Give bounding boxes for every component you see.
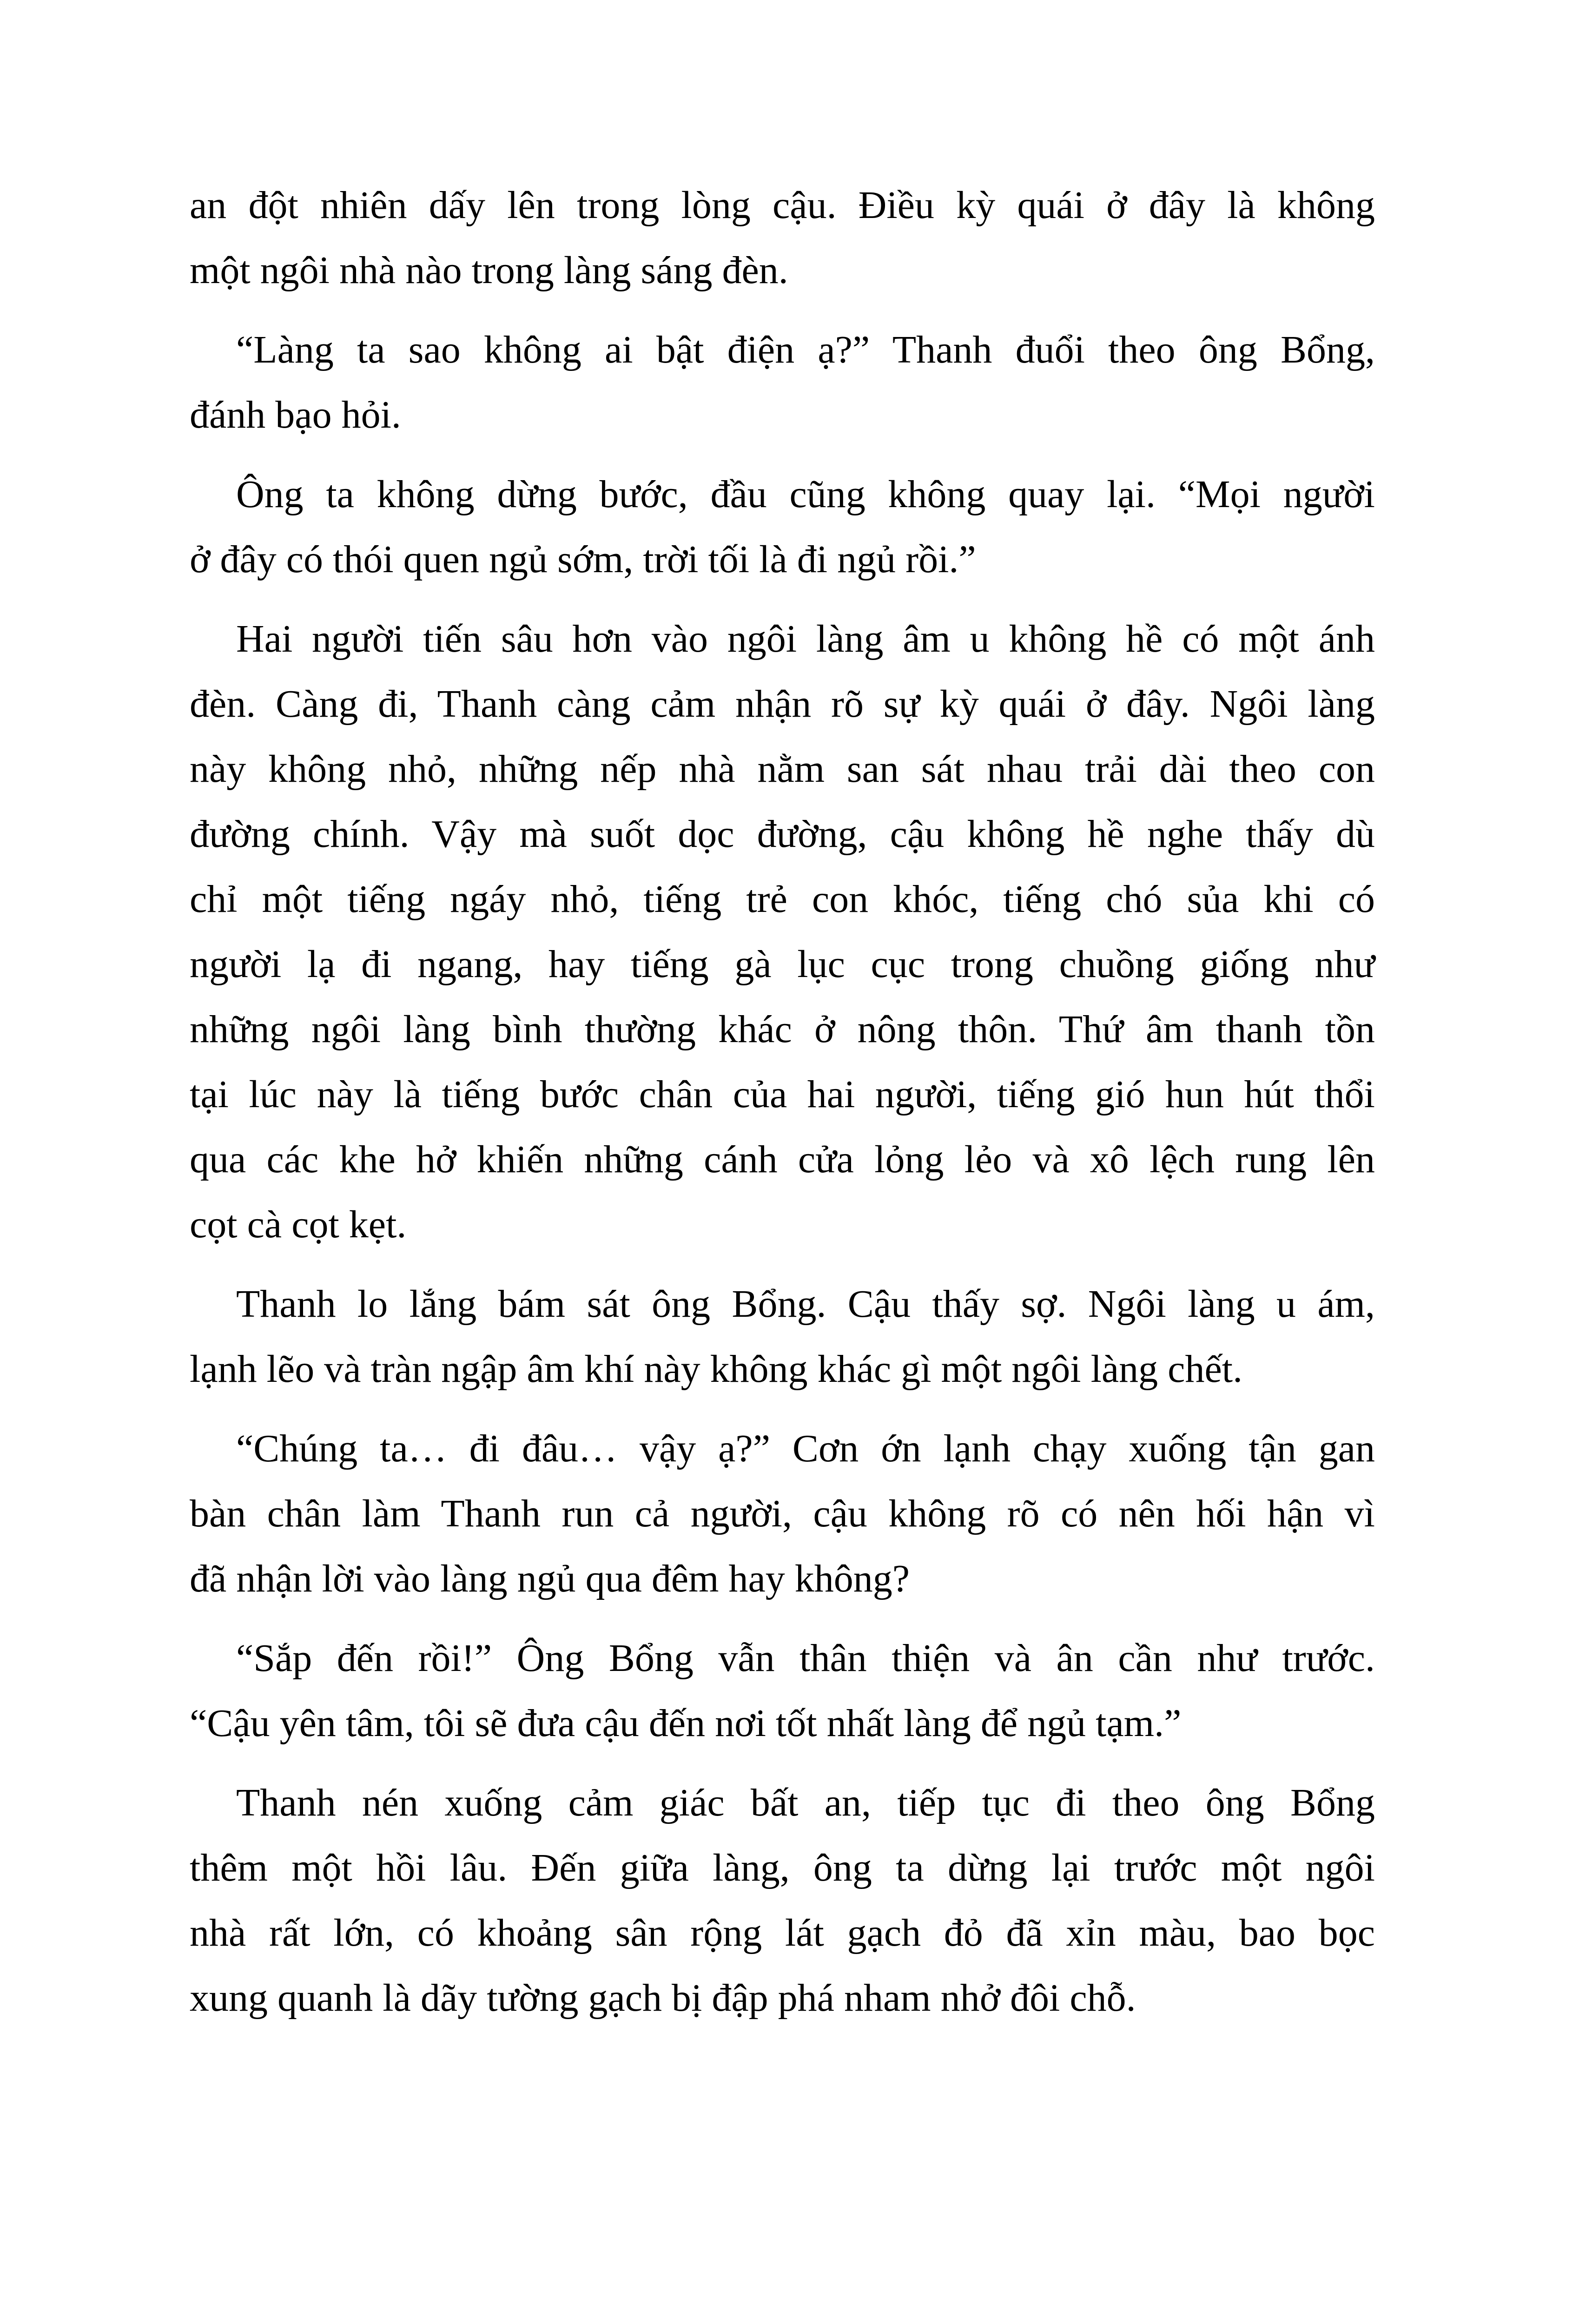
text-line: người lạ đi ngang, hay tiếng gà lục cục trong chuồng giống như (190, 943, 1375, 986)
text-line: đánh bạo hỏi. (190, 393, 401, 436)
text-line: những ngôi làng bình thường khác ở nông thôn. Thứ âm thanh tồn (190, 1008, 1375, 1051)
text-line: lạnh lẽo và tràn ngập âm khí này không khác gì một ngôi làng chết. (190, 1347, 1243, 1391)
text-line: tại lúc này là tiếng bước chân của hai người, tiếng gió hun hút thổi (190, 1073, 1375, 1116)
text-line: qua các khe hở khiến những cánh cửa lỏng lẻo và xô lệch rung lên (190, 1138, 1375, 1181)
text-line: “Chúng ta… đi đâu… vậy ạ?” Cơn ớn lạnh chạy xuống tận gan (236, 1427, 1375, 1470)
text-line: đã nhận lời vào làng ngủ qua đêm hay không? (190, 1557, 910, 1600)
paragraph (190, 173, 1375, 303)
text-line: Ông ta không dừng bước, đầu cũng không quay lại. “Mọi người (236, 473, 1375, 516)
paragraph (190, 1770, 1375, 2031)
text-line: bàn chân làm Thanh run cả người, cậu không rõ có nên hối hận vì (190, 1492, 1375, 1535)
text-line: một ngôi nhà nào trong làng sáng đèn. (190, 249, 788, 292)
text-line: đường chính. Vậy mà suốt dọc đường, cậu không hề nghe thấy dù (190, 812, 1375, 856)
text-line: an đột nhiên dấy lên trong lòng cậu. Điều kỳ quái ở đây là không (190, 184, 1375, 227)
text-line: xung quanh là dãy tường gạch bị đập phá nham nhở đôi chỗ. (190, 1976, 1136, 2020)
footer (0, 2059, 1592, 2119)
text-line: “Làng ta sao không ai bật điện ạ?” Thanh đuổi theo ông Bổng, (236, 328, 1375, 371)
paragraph (190, 1626, 1375, 1756)
text-line: đèn. Càng đi, Thanh càng cảm nhận rõ sự kỳ quái ở đây. Ngôi làng (190, 682, 1375, 726)
paragraph (190, 607, 1375, 1257)
text-line: nhà rất lớn, có khoảng sân rộng lát gạch đỏ đã xỉn màu, bao bọc (190, 1911, 1375, 1954)
paragraph (190, 462, 1375, 592)
text-line: Hai người tiến sâu hơn vào ngôi làng âm u không hề có một ánh (236, 617, 1375, 660)
text-line: Thanh nén xuống cảm giác bất an, tiếp tục đi theo ông Bổng (236, 1781, 1375, 1824)
paragraph (190, 317, 1375, 448)
body-text (190, 173, 1375, 2031)
text-line: Thanh lo lắng bám sát ông Bổng. Cậu thấy sợ. Ngôi làng u ám, (236, 1282, 1375, 1326)
text-line: ở đây có thói quen ngủ sớm, trời tối là đi ngủ rồi.” (190, 538, 976, 581)
text-line: chỉ một tiếng ngáy nhỏ, tiếng trẻ con khóc, tiếng chó sủa khi có (190, 878, 1375, 921)
text-line: này không nhỏ, những nếp nhà nằm san sát nhau trải dài theo con (190, 747, 1375, 791)
text-line: “Sắp đến rồi!” Ông Bổng vẫn thân thiện và ân cần như trước. (236, 1637, 1375, 1680)
paragraph (190, 1272, 1375, 1402)
text-line: “Cậu yên tâm, tôi sẽ đưa cậu đến nơi tốt nhất làng để ngủ tạm.” (190, 1702, 1182, 1745)
paragraph (190, 1416, 1375, 1611)
text-line: thêm một hồi lâu. Đến giữa làng, ông ta dừng lại trước một ngôi (190, 1846, 1375, 1889)
text-line: cọt cà cọt kẹt. (190, 1203, 407, 1246)
